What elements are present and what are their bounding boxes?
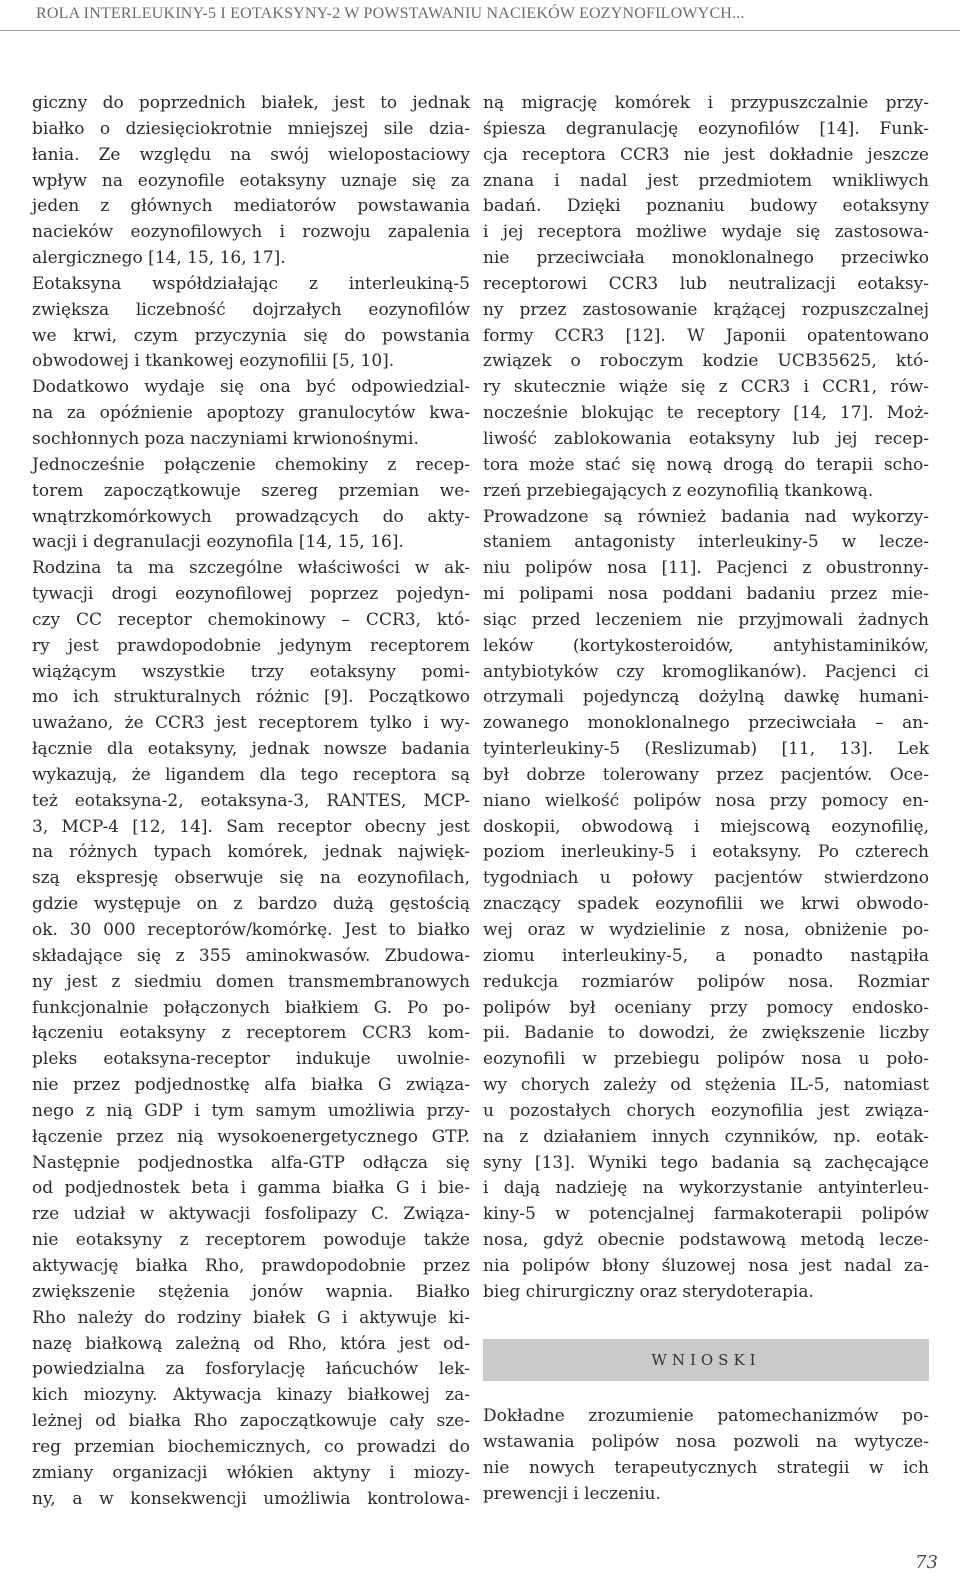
text-line: też eotaksyna-2, eotaksyna-3, RANTES, MCP- bbox=[32, 790, 470, 811]
text-line: leków (kortykosteroidów, antyhistaminików, bbox=[483, 635, 929, 656]
text-line: eozynofili w przebiegu polipów nosa u poło- bbox=[483, 1049, 929, 1070]
text-line: poziom inerleukiny-5 i eotaksyny. Po czterech bbox=[483, 842, 929, 863]
text-line: tygodniach u połowy pacjentów stwierdzono bbox=[483, 868, 929, 889]
text-line: łączenie przez nią wysokoenergetycznego GTP. bbox=[32, 1126, 470, 1147]
text-line: na różnych typach komórek, jednak najwięk- bbox=[32, 842, 470, 863]
text-line: cja receptora CCR3 nie jest dokładnie jeszcze bbox=[483, 144, 929, 165]
section-heading-wnioski: WNIOSKI bbox=[483, 1339, 929, 1381]
left-column bbox=[32, 91, 470, 1512]
text-line: wnątrzkomórkowych prowadzących do akty- bbox=[32, 506, 470, 527]
text-line: kich miozyny. Aktywacja kinazy białkowej za- bbox=[32, 1385, 470, 1406]
text-line: ny przez zastosowanie krążącej rozpuszczalnej bbox=[483, 299, 929, 320]
text-line: składające się z 355 aminokwasów. Zbudowa- bbox=[32, 945, 470, 966]
conclusion-paragraph bbox=[483, 1404, 929, 1507]
text-line: polipów był oceniany przy pomocy endosko- bbox=[483, 997, 929, 1018]
text-line: i dają nadzieję na wykorzystanie antyinterleu- bbox=[483, 1178, 929, 1199]
running-header bbox=[0, 0, 960, 32]
text-line: pleks eotaksyna-receptor indukuje uwolnie- bbox=[32, 1049, 470, 1070]
running-title: ROLA INTERLEUKINY-5 I EOTAKSYNY-2 W POWSTAWANIU NACIEKÓW EOZYNOFILOWYCH... bbox=[36, 5, 745, 22]
text-line: nosa, gdyż obecnie podstawową metodą lecze- bbox=[483, 1230, 929, 1251]
text-line: nacieków eozynofilowych i rozwoju zapalenia bbox=[32, 222, 470, 243]
text-line: staniem antagonisty interleukiny-5 w lecze- bbox=[483, 532, 929, 553]
text-line: nazę białkową zależną od Rho, która jest od- bbox=[32, 1333, 470, 1354]
text-line: siąc przed leczeniem nie przyjmowali żadnych bbox=[483, 609, 929, 630]
text-line: od podjednostek beta i gamma białka G i bie- bbox=[32, 1178, 470, 1199]
text-line: zwiększa liczebność dojrzałych eozynofilów bbox=[32, 299, 470, 320]
text-line: 3, MCP-4 [12, 14]. Sam receptor obecny jest bbox=[32, 816, 470, 837]
text-line: alergicznego [14, 15, 16, 17]. bbox=[32, 248, 286, 269]
text-line: nego z nią GDP i tym samym umożliwia przy- bbox=[32, 1100, 470, 1121]
text-line: sochłonnych poza naczyniami krwionośnymi. bbox=[32, 428, 419, 449]
text-line: redukcja rozmiarów polipów nosa. Rozmiar bbox=[483, 971, 929, 992]
text-line: zwiększenie stężenia jonów wapnia. Białko bbox=[32, 1281, 470, 1302]
text-line: wy chorych zależy od stężenia IL-5, natomiast bbox=[483, 1075, 929, 1096]
text-line: nia polipów błony śluzowej nosa jest nadal za- bbox=[483, 1255, 929, 1276]
text-line: ry jest prawdopodobnie jedynym receptorem bbox=[32, 635, 470, 656]
text-line: antybiotyków czy kromoglikanów). Pacjenci ci bbox=[483, 661, 929, 682]
text-line: ry skutecznie wiąże się z CCR3 i CCR1, rów- bbox=[483, 377, 929, 398]
text-line: prewencji i leczeniu. bbox=[483, 1483, 661, 1504]
text-line: ok. 30 000 receptorów/komórkę. Jest to białko bbox=[32, 920, 470, 940]
text-line: wiążącym wszystkie trzy eotaksyny pomi- bbox=[32, 661, 470, 682]
text-line: syny [13]. Wyniki tego badania są zachęcające bbox=[483, 1152, 929, 1173]
text-line: otrzymali pojedynczą dożylną dawkę humani- bbox=[483, 687, 929, 708]
text-line: Następnie podjednostka alfa-GTP odłącza się bbox=[32, 1152, 470, 1173]
text-line: wpływ na eozynofile eotaksyny uznaje się za bbox=[32, 170, 470, 191]
text-line: rze udział w aktywacji fosfolipazy C. Związa- bbox=[32, 1204, 470, 1225]
text-line: jeden z głównych mediatorów powstawania bbox=[32, 196, 470, 217]
text-line: był dobrze tolerowany przez pacjentów. Oce- bbox=[483, 764, 929, 785]
text-line: nie nowych terapeutycznych strategii w ich bbox=[483, 1457, 929, 1478]
text-line: szą ekspresję obserwuje się na eozynofilach, bbox=[32, 868, 470, 889]
text-line: niano wielkość polipów nosa przy pomocy en- bbox=[483, 790, 929, 811]
text-line: aktywację białka Rho, prawdopodobnie przez bbox=[32, 1255, 470, 1276]
text-line: ny, a w konsekwencji umożliwia kontrolowa- bbox=[32, 1488, 470, 1509]
text-line: nie eotaksyny z receptorem powoduje także bbox=[32, 1230, 470, 1251]
text-line: zowanego monoklonalnego przeciwciała – an- bbox=[483, 713, 929, 734]
text-line: Eotaksyna współdziałając z interleukiną-5 bbox=[32, 273, 470, 294]
text-line: zmiany organizacji włókien aktyny i miozy- bbox=[32, 1462, 470, 1483]
text-line: torem zapoczątkowuje szereg przemian we- bbox=[32, 480, 470, 501]
text-line: ną migrację komórek i przypuszczalnie przy- bbox=[483, 93, 929, 113]
text-line: białko o dziesięciokrotnie mniejszej sile dzia- bbox=[32, 118, 470, 139]
text-line: czy CC receptor chemokinowy – CCR3, któ- bbox=[32, 609, 470, 630]
text-line: gdzie występuje on z bardzo dużą gęstością bbox=[32, 894, 470, 915]
header-rule bbox=[0, 30, 960, 31]
page-number: 73 bbox=[915, 1552, 938, 1573]
text-line: Rodzina ta ma szczególne właściwości w ak- bbox=[32, 558, 470, 579]
text-line: rzeń przebiegających z eozynofilią tkankową. bbox=[483, 480, 874, 501]
text-line: i jej receptora możliwe wydaje się zastosowa- bbox=[483, 222, 929, 243]
text-line: Dodatkowo wydaje się ona być odpowiedzial- bbox=[32, 377, 470, 398]
text-line: łania. Ze względu na swój wielopostaciowy bbox=[32, 144, 470, 165]
text-line: nocześnie blokując te receptory [14, 17]. Moż- bbox=[483, 403, 929, 424]
text-line: formy CCR3 [12]. W Japonii opatentowano bbox=[483, 325, 929, 346]
text-line: Prowadzone są również badania nad wykorzy- bbox=[483, 506, 929, 527]
text-line: Rho należy do rodziny białek G i aktywuje ki- bbox=[32, 1307, 470, 1328]
text-line: doskopii, obwodową i miejscową eozynofilię, bbox=[483, 816, 929, 837]
text-line: tyinterleukiny-5 (Reslizumab) [11, 13]. Lek bbox=[483, 739, 929, 760]
text-line: tywacji drogi eozynofilowej poprzez pojedyn- bbox=[32, 584, 470, 605]
text-line: na za opóźnienie apoptozy granulocytów kwa- bbox=[32, 403, 470, 424]
text-line: wykazują, że ligandem dla tego receptora są bbox=[32, 764, 470, 785]
text-line: łączeniu eotaksyny z receptorem CCR3 kom- bbox=[32, 1023, 470, 1044]
text-line: mi polipami nosa poddani badaniu przez mie- bbox=[483, 584, 929, 605]
text-line: wstawania polipów nosa pozwoli na wytycze- bbox=[483, 1431, 929, 1452]
text-line: we krwi, czym przyczynia się do powstania bbox=[32, 325, 470, 346]
text-line: powiedzialna za fosforylację łańcuchów lek- bbox=[32, 1359, 470, 1380]
text-line: śpiesza degranulację eozynofilów [14]. Funk- bbox=[483, 118, 929, 139]
text-line: Dokładne zrozumienie patomechanizmów po- bbox=[483, 1406, 929, 1426]
text-line: bieg chirurgiczny oraz sterydoterapia. bbox=[483, 1281, 814, 1302]
text-line: badań. Dzięki poznaniu budowy eotaksyny bbox=[483, 196, 929, 217]
text-line: związek o roboczym kodzie UCB35625, któ- bbox=[483, 351, 929, 372]
text-line: ny jest z siedmiu domen transmembranowych bbox=[32, 971, 470, 992]
text-line: znana i nadal jest przedmiotem wnikliwych bbox=[483, 170, 929, 191]
text-line: liwość zablokowania eotaksyny lub jej recep- bbox=[483, 428, 929, 449]
text-line: nie przez podjednostkę alfa białka G związa- bbox=[32, 1075, 470, 1096]
text-line: leżnej od białka Rho zapoczątkowuje cały sze- bbox=[32, 1411, 470, 1432]
text-line: mo ich strukturalnych różnic [9]. Początkowo bbox=[32, 687, 470, 708]
text-line: kiny-5 w potencjalnej farmakoterapii polipów bbox=[483, 1204, 929, 1225]
text-line: na z działaniem innych czynników, np. eotak- bbox=[483, 1126, 929, 1147]
text-line: obwodowej i tkankowej eozynofilii [5, 10]. bbox=[32, 351, 395, 372]
text-line: tora może stać się nową drogą do terapii scho- bbox=[483, 454, 929, 475]
text-line: nie przeciwciała monoklonalnego przeciwko bbox=[483, 248, 929, 269]
text-line: u pozostałych chorych eozynofilia jest związa- bbox=[483, 1100, 929, 1121]
text-line: giczny do poprzednich białek, jest to jednak bbox=[32, 93, 470, 113]
text-line: łącznie dla eotaksyny, jednak nowsze badania bbox=[32, 739, 470, 760]
text-line: ziomu interleukiny-5, a ponadto nastąpiła bbox=[483, 945, 929, 966]
text-line: wej oraz w wydzielinie z nosa, obniżenie po- bbox=[483, 920, 929, 940]
text-line: reg przemian biochemicznych, co prowadzi do bbox=[32, 1436, 470, 1457]
right-column bbox=[483, 91, 929, 1306]
text-line: funkcjonalnie połączonych białkiem G. Po po- bbox=[32, 997, 470, 1018]
text-line: znaczący spadek eozynofilii we krwi obwodo- bbox=[483, 894, 929, 915]
text-line: niu polipów nosa [11]. Pacjenci z obustronny- bbox=[483, 558, 929, 579]
text-line: wacji i degranulacji eozynofila [14, 15, 16]. bbox=[32, 532, 404, 553]
text-line: Jednocześnie połączenie chemokiny z recep- bbox=[32, 454, 470, 475]
text-line: receptorowi CCR3 lub neutralizacji eotaksy- bbox=[483, 273, 929, 294]
text-line: pii. Badanie to dowodzi, że zwiększenie liczby bbox=[483, 1023, 929, 1044]
text-line: uważano, że CCR3 jest receptorem tylko i wy- bbox=[32, 713, 470, 734]
